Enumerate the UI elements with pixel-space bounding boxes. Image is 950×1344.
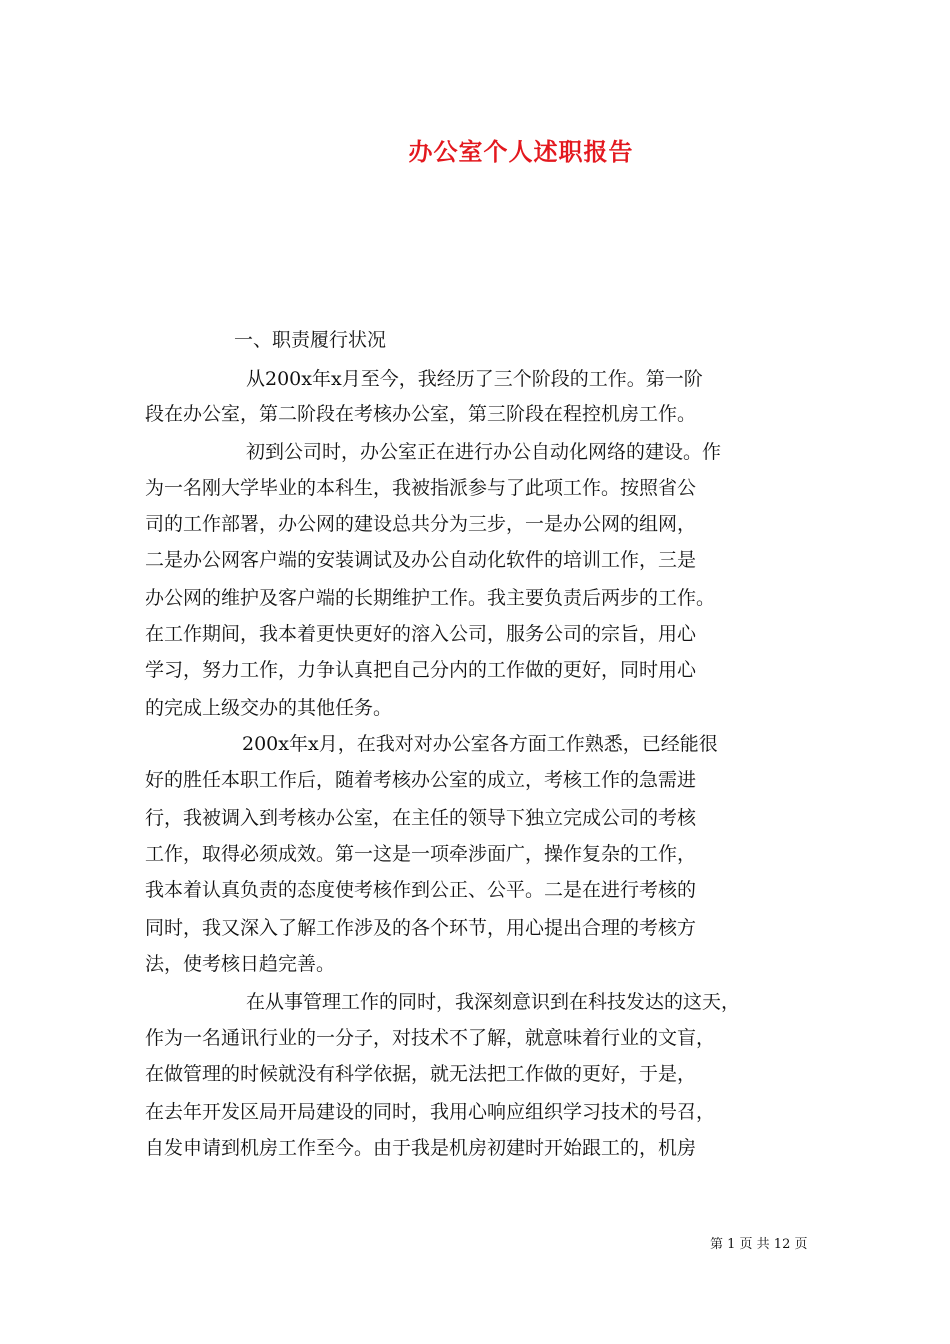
paragraph-line: 为一名刚大学毕业的本科生，我被指派参与了此项工作。按照省公 (145, 477, 697, 499)
paragraph-line: 在去年开发区局开局建设的同时，我用心响应组织学习技术的号召， (145, 1101, 716, 1123)
paragraph-line: 我本着认真负责的态度使考核作到公正、公平。二是在进行考核的 (145, 879, 697, 901)
paragraph-line: 好的胜任本职工作后，随着考核办公室的成立，考核工作的急需进 (145, 769, 697, 791)
paragraph-line: 同时，我又深入了解工作涉及的各个环节，用心提出合理的考核方 (145, 917, 697, 939)
paragraph-line: 在做管理的时候就没有科学依据，就无法把工作做的更好，于是， (145, 1063, 697, 1085)
paragraph-line: 段在办公室，第二阶段在考核办公室，第三阶段在程控机房工作。 (145, 403, 697, 425)
paragraph-line: 法，使考核日趋完善。 (145, 953, 336, 975)
paragraph-line: 从200x年x月至今，我经历了三个阶段的工作。第一阶 (246, 368, 703, 390)
section-heading: 一、职责履行状况 (234, 329, 387, 351)
paragraph-line: 作为一名通讯行业的一分子，对技术不了解，就意味着行业的文盲， (145, 1027, 716, 1049)
paragraph-line: 在从事管理工作的同时，我深刻意识到在科技发达的这天， (246, 991, 741, 1013)
paragraph-line: 的完成上级交办的其他任务。 (145, 697, 393, 719)
paragraph-line: 办公网的维护及客户端的长期维护工作。我主要负责后两步的工作。 (145, 587, 716, 609)
document-title: 办公室个人述职报告 (408, 137, 634, 166)
paragraph-line: 在工作期间，我本着更快更好的溶入公司，服务公司的宗旨，用心 (145, 623, 697, 645)
paragraph-line: 司的工作部署，办公网的建设总共分为三步，一是办公网的组网， (145, 513, 697, 535)
paragraph-line: 工作，取得必须成效。第一这是一项牵涉面广，操作复杂的工作， (145, 843, 697, 865)
paragraph-line: 自发申请到机房工作至今。由于我是机房初建时开始跟工的，机房 (145, 1137, 697, 1159)
paragraph-line: 二是办公网客户端的安装调试及办公自动化软件的培训工作，三是 (145, 549, 697, 571)
paragraph-line: 行，我被调入到考核办公室，在主任的领导下独立完成公司的考核 (145, 807, 697, 829)
paragraph-line: 学习，努力工作，力争认真把自己分内的工作做的更好，同时用心 (145, 659, 697, 681)
paragraph-line: 初到公司时，办公室正在进行办公自动化网络的建设。作 (246, 441, 722, 463)
page-number-footer: 第 1 页 共 12 页 (710, 1237, 808, 1252)
paragraph-line: 200x年x月，在我对对办公室各方面工作熟悉，已经能很 (242, 733, 718, 755)
